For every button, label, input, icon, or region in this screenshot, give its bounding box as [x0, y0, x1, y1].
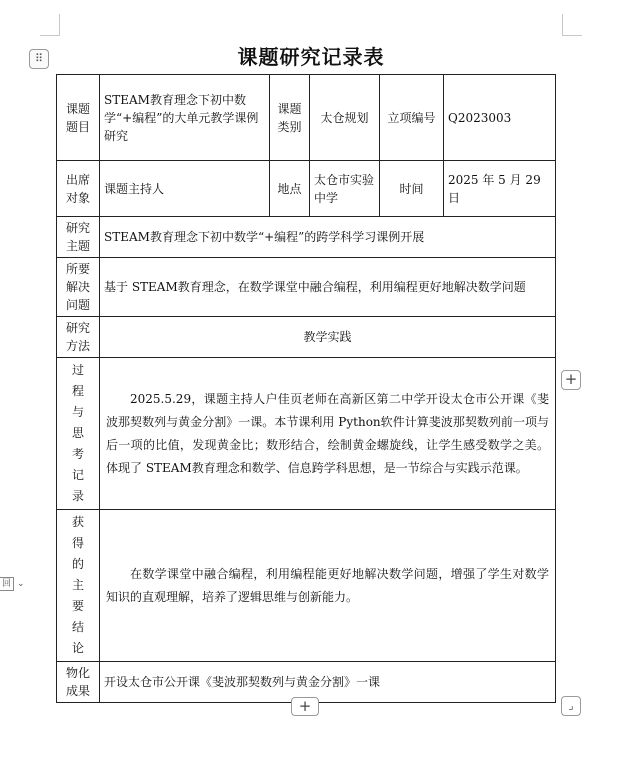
table-move-handle-icon[interactable]: ⠿	[29, 49, 49, 69]
crop-mark-top-right	[562, 14, 582, 36]
method-label: 研究方法	[57, 317, 100, 358]
project-no-label: 立项编号	[380, 75, 444, 161]
add-row-plus-icon[interactable]: +	[291, 697, 319, 716]
conclusion-value[interactable]: 在数学课堂中融合编程，利用编程能更好地解决数学问题，增强了学生对数学知识的直观理解，培养了逻辑思维与创新能力。	[106, 566, 549, 604]
category-label: 课题类别	[270, 75, 310, 161]
process-label	[57, 358, 100, 510]
time-label: 时间	[380, 161, 444, 217]
table-row	[57, 161, 556, 217]
process-label-text: 过程与思考记录	[71, 363, 84, 503]
conclusion-label-text: 获得的主要结论	[71, 515, 84, 655]
table-row	[57, 258, 556, 317]
outcome-label: 物化成果	[57, 662, 100, 703]
time-value[interactable]: 2025 年 5 月 29 日	[444, 161, 556, 217]
table-row	[57, 510, 556, 662]
process-value[interactable]: 2025.5.29，课题主持人户佳页老师在高新区第二中学开设太仓市公开课《斐波那契数列与黄金分割》一课。本节课利用 Python软件计算斐波那契数列前一项与后一项的比值，发现黄金比；数形结合，绘制黄金螺旋线，让学生感受数学之美。体现了 STEAM教育理念和数学、信息跨学科思想，是一节综合与实践示范课。	[106, 391, 549, 475]
page-title: 课题研究记录表	[237, 45, 385, 69]
theme-value[interactable]: STEAM教育理念下初中数学“+编程”的跨学科学习课例开展	[100, 217, 556, 258]
topic-label: 课题题目	[57, 75, 100, 161]
problem-value[interactable]: 基于 STEAM教育理念，在数学课堂中融合编程，利用编程更好地解决数学问题	[100, 258, 556, 317]
attendees-value[interactable]: 课题主持人	[100, 161, 270, 217]
location-label: 地点	[270, 161, 310, 217]
outcome-value[interactable]: 开设太仓市公开课《斐波那契数列与黄金分割》一课	[100, 662, 556, 703]
conclusion-value-cell[interactable]	[100, 510, 556, 662]
attendees-label: 出席对象	[57, 161, 100, 217]
research-record-table	[56, 74, 556, 703]
row-menu-button[interactable]	[0, 574, 34, 592]
row-menu-icon: 回	[0, 577, 14, 591]
theme-label: 研究主题	[57, 217, 100, 258]
conclusion-label	[57, 510, 100, 662]
process-value-cell[interactable]	[100, 358, 556, 510]
table-row	[57, 358, 556, 510]
chevron-down-icon: ⌄	[17, 578, 25, 589]
table-row	[57, 317, 556, 358]
table-resize-icon[interactable]: ⌟	[561, 696, 581, 716]
topic-value[interactable]: STEAM教育理念下初中数学“+编程”的大单元教学课例研究	[100, 75, 270, 161]
table-row	[57, 217, 556, 258]
category-value[interactable]: 太仓规划	[310, 75, 380, 161]
problem-label: 所要解决问题	[57, 258, 100, 317]
table-row	[57, 75, 556, 161]
add-column-plus-icon[interactable]: +	[561, 370, 581, 390]
location-value[interactable]: 太仓市实验中学	[310, 161, 380, 217]
method-value[interactable]: 教学实践	[100, 317, 556, 358]
project-no-value[interactable]: Q2023003	[444, 75, 556, 161]
crop-mark-top-left	[40, 14, 60, 36]
